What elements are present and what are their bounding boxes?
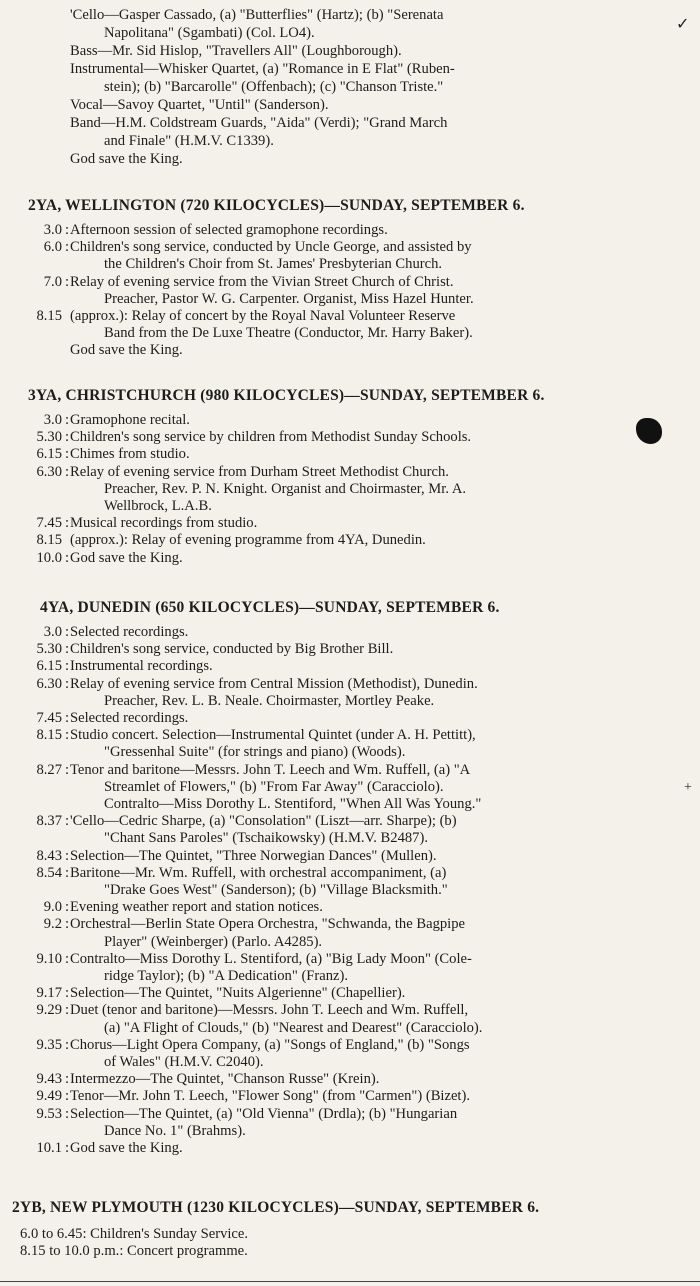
schedule-item: [0, 727, 700, 761]
programme-line: and Finale" (H.M.V. C1339).: [104, 133, 274, 149]
item-time: 8.15: [36, 727, 62, 744]
item-continuation: Preacher, Rev. P. N. Knight. Organist and Choirmaster, Mr. A.: [104, 480, 467, 497]
schedule-item: [0, 222, 700, 239]
item-time: 7.45: [36, 710, 62, 727]
item-separator: :: [64, 641, 70, 658]
schedule-item: [0, 308, 700, 342]
item-text: Concert programme.: [127, 1243, 248, 1260]
item-separator: :: [82, 1226, 87, 1242]
item-separator: :: [119, 1243, 124, 1260]
section-3ya-christchurch: [0, 386, 700, 567]
item-continuation: "Gressenhal Suite" (for strings and piano) (Woods).: [104, 744, 406, 761]
item-continuation: Player" (Weinberger) (Parlo. A4285).: [104, 933, 323, 950]
schedule-item: [0, 1002, 700, 1036]
item-time: 8.15 to 10.0 p.m.: [20, 1243, 120, 1260]
item-time: 9.35: [36, 1036, 62, 1053]
schedule-item: [0, 412, 700, 429]
schedule-item: [0, 813, 700, 847]
item-text: God save the King.: [70, 549, 183, 566]
item-separator: :: [64, 761, 70, 778]
item-text: Intermezzo—The Quintet, "Chanson Russe" (Krein).: [70, 1071, 380, 1088]
item-time: 6.30: [36, 675, 62, 692]
item-separator: :: [64, 412, 70, 428]
station-heading: 2YB, NEW PLYMOUTH (1230 KILOCYCLES)—SUNDAY, SEPTEMBER 6.: [12, 1199, 540, 1216]
item-continuation: Streamlet of Flowers," (b) "From Far Away" (Caracciolo).: [104, 778, 444, 795]
item-time: 8.27: [36, 761, 62, 778]
item-text: 'Cello—Cedric Sharpe, (a) "Consolation" (Liszt—arr. Sharpe); (b): [70, 813, 457, 830]
item-text: Selected recordings.: [70, 710, 189, 727]
item-time: 9.10: [36, 950, 62, 967]
schedule-item: [0, 274, 700, 308]
section-2yb-new-plymouth: [0, 1198, 700, 1260]
item-time: 10.0: [36, 549, 62, 566]
schedule-item: [0, 515, 700, 532]
bottom-rule: [0, 1281, 700, 1282]
item-continuation: Band from the De Luxe Theatre (Conductor, Mr. Harry Baker).: [104, 325, 473, 342]
item-separator: :: [64, 1105, 70, 1122]
item-text: Selection—The Quintet, "Three Norwegian Dances" (Mullen).: [70, 847, 437, 864]
item-text: (approx.): Relay of evening programme from 4YA, Dunedin.: [70, 532, 426, 549]
item-separator: :: [64, 222, 70, 238]
item-text: Instrumental recordings.: [70, 658, 213, 675]
item-continuation: Dance No. 1" (Brahms).: [104, 1122, 246, 1139]
item-separator: :: [64, 239, 70, 256]
item-separator: :: [64, 899, 70, 916]
schedule-item: [0, 1088, 700, 1105]
item-text: Selected recordings.: [70, 624, 189, 640]
closing-line: God save the King.: [70, 151, 183, 167]
schedule-item: [0, 1140, 700, 1157]
schedule-item: [0, 1106, 700, 1140]
programme-line: Napolitana" (Sgambati) (Col. LO4).: [104, 25, 315, 41]
item-continuation: Preacher, Pastor W. G. Carpenter. Organist, Miss Hazel Hunter.: [104, 290, 474, 307]
item-time: 3.0: [43, 412, 62, 428]
item-time: 6.15: [36, 658, 62, 675]
item-separator: :: [64, 429, 70, 446]
station-heading: 4YA, DUNEDIN (650 KILOCYCLES)—SUNDAY, SEPTEMBER 6.: [40, 599, 500, 616]
item-text: Gramophone recital.: [70, 412, 190, 428]
item-time: 9.17: [36, 985, 62, 1002]
schedule-item: [0, 985, 700, 1002]
item-separator: :: [64, 1071, 70, 1088]
item-text: Chimes from studio.: [70, 446, 190, 463]
programme-line: Band—H.M. Coldstream Guards, "Aida" (Verdi); "Grand March: [70, 115, 448, 131]
item-text: Chorus—Light Opera Company, (a) "Songs of England," (b) "Songs: [70, 1036, 470, 1053]
item-separator: :: [64, 1088, 70, 1105]
item-separator: :: [64, 515, 70, 532]
item-separator: :: [64, 864, 70, 881]
item-separator: :: [64, 624, 70, 640]
item-time: 8.43: [36, 847, 62, 864]
item-text: Children's song service by children from Methodist Sunday Schools.: [70, 429, 472, 446]
item-text: Contralto—Miss Dorothy L. Stentiford, (a) "Big Lady Moon" (Cole-: [70, 950, 472, 967]
item-time: 5.30: [36, 641, 62, 658]
item-text: Evening weather report and station notices.: [70, 899, 323, 916]
schedule-item: [0, 848, 700, 865]
item-time: 5.30: [36, 429, 62, 446]
item-separator: :: [64, 847, 70, 864]
item-text: Children's Sunday Service.: [90, 1226, 249, 1242]
item-time: 7.0: [43, 273, 62, 290]
item-continuation: Contralto—Miss Dorothy L. Stentiford, "When All Was Young.": [104, 796, 482, 813]
item-text: Relay of evening service from Durham Street Methodist Church.: [70, 463, 449, 480]
item-time: 9.0: [43, 899, 62, 916]
section-4ya-dunedin: [0, 598, 700, 1157]
section-2ya-wellington: [0, 196, 700, 360]
schedule-item: [0, 429, 700, 446]
schedule-item: [0, 464, 700, 516]
schedule-item: [0, 658, 700, 675]
item-separator: :: [64, 710, 70, 727]
item-continuation: the Children's Choir from St. James' Presbyterian Church.: [104, 256, 443, 273]
programme-line: stein); (b) "Barcarolle" (Offenbach); (c) "Chanson Triste.": [104, 79, 444, 95]
item-text: Children's song service, conducted by Big Brother Bill.: [70, 641, 394, 658]
schedule-item: [0, 1037, 700, 1071]
item-time: 9.29: [36, 1002, 62, 1019]
item-text: Afternoon session of selected gramophone recordings.: [70, 222, 388, 238]
station-heading: 3YA, CHRISTCHURCH (980 KILOCYCLES)—SUNDAY, SEPTEMBER 6.: [28, 387, 545, 404]
ink-blot-mark: [636, 418, 662, 444]
margin-mark: +: [684, 780, 692, 795]
item-time: 8.15: [36, 308, 62, 325]
item-separator: :: [64, 985, 70, 1002]
item-continuation: "Drake Goes West" (Sanderson); (b) "Village Blacksmith.": [104, 882, 448, 899]
item-time: 10.1: [36, 1140, 62, 1157]
schedule-item: [0, 1226, 700, 1243]
schedule-item: [0, 446, 700, 463]
item-separator: :: [64, 1002, 70, 1019]
item-continuation: Preacher, Rev. L. B. Neale. Choirmaster, Mortley Peake.: [104, 692, 435, 709]
item-separator: :: [64, 950, 70, 967]
schedule-item: [0, 865, 700, 899]
programme-line: Vocal—Savoy Quartet, "Until" (Sanderson).: [70, 97, 329, 113]
closing-line: God save the King.: [70, 342, 183, 359]
programme-line: 'Cello—Gasper Cassado, (a) "Butterflies" (Hartz); (b) "Serenata: [70, 7, 444, 23]
schedule-item: [0, 1071, 700, 1088]
item-separator: :: [64, 463, 70, 480]
schedule-item: [0, 624, 700, 641]
item-separator: :: [64, 675, 70, 692]
programme-line: Instrumental—Whisker Quartet, (a) "Romance in E Flat" (Ruben-: [70, 61, 455, 77]
item-separator: :: [64, 658, 70, 675]
item-continuation: of Wales" (H.M.V. C2040).: [104, 1054, 264, 1071]
item-time: 9.43: [36, 1071, 62, 1088]
schedule-item: [0, 239, 700, 273]
station-heading: 2YA, WELLINGTON (720 KILOCYCLES)—SUNDAY, SEPTEMBER 6.: [28, 197, 525, 214]
schedule-item: [0, 916, 700, 950]
item-text: Tenor—Mr. John T. Leech, "Flower Song" (from "Carmen") (Bizet).: [70, 1088, 470, 1105]
item-continuation: Wellbrock, L.A.B.: [104, 498, 212, 515]
item-separator: :: [64, 1140, 70, 1157]
item-continuation: ridge Taylor); (b) "A Dedication" (Franz).: [104, 968, 349, 985]
item-time: 8.54: [36, 864, 62, 881]
item-text: Duet (tenor and baritone)—Messrs. John T. Leech and Wm. Ruffell,: [70, 1002, 469, 1019]
item-text: Selection—The Quintet, (a) "Old Vienna" (Drdla); (b) "Hungarian: [70, 1105, 458, 1122]
schedule-item: [0, 676, 700, 710]
item-separator: :: [64, 727, 70, 744]
schedule-item: [0, 899, 700, 916]
item-text: Relay of evening service from the Vivian Street Church of Christ.: [70, 273, 454, 290]
item-separator: :: [64, 1036, 70, 1053]
item-time: 9.2: [43, 916, 62, 933]
item-text: Baritone—Mr. Wm. Ruffell, with orchestral accompaniment, (a): [70, 864, 447, 881]
previous-programme-continuation: [70, 6, 695, 168]
item-text: Musical recordings from studio.: [70, 515, 258, 532]
item-continuation: "Chant Sans Paroles" (Tschaikowsky) (H.M.V. B2487).: [104, 830, 428, 847]
item-text: Selection—The Quintet, "Nuits Algerienne" (Chapellier).: [70, 985, 406, 1002]
item-text: Studio concert. Selection—Instrumental Quintet (under A. H. Pettitt),: [70, 727, 476, 744]
margin-mark: ✓: [676, 16, 690, 33]
schedule-item: [0, 762, 700, 814]
item-time: 3.0: [43, 624, 62, 640]
item-time: 8.15: [36, 532, 62, 549]
item-time: 6.0 to 6.45: [20, 1226, 83, 1242]
schedule-item: [0, 710, 700, 727]
item-time: 9.53: [36, 1105, 62, 1122]
item-continuation: (a) "A Flight of Clouds," (b) "Nearest and Dearest" (Caracciolo).: [104, 1019, 483, 1036]
programme-line: Bass—Mr. Sid Hislop, "Travellers All" (Loughborough).: [70, 43, 402, 59]
item-text: Children's song service, conducted by Uncle George, and assisted by: [70, 239, 472, 256]
item-separator: :: [64, 916, 70, 933]
item-time: 3.0: [43, 222, 62, 238]
schedule-item: [0, 550, 700, 567]
item-time: 6.30: [36, 463, 62, 480]
schedule-item: [0, 1243, 700, 1260]
item-text: Orchestral—Berlin State Opera Orchestra, "Schwanda, the Bagpipe: [70, 916, 465, 933]
item-time: 9.49: [36, 1088, 62, 1105]
item-time: 7.45: [36, 515, 62, 532]
dunedin-schedule: [0, 624, 700, 1157]
item-time: 6.15: [36, 446, 62, 463]
item-separator: :: [64, 813, 70, 830]
item-text: (approx.): Relay of concert by the Royal Naval Volunteer Reserve: [70, 308, 456, 325]
schedule-item: [0, 641, 700, 658]
item-time: 8.37: [36, 813, 62, 830]
item-time: 6.0: [43, 239, 62, 256]
item-text: Tenor and baritone—Messrs. John T. Leech and Wm. Ruffell, (a) "A: [70, 761, 471, 778]
item-separator: :: [64, 549, 70, 566]
item-separator: :: [64, 273, 70, 290]
schedule-item: [0, 532, 700, 549]
schedule-item: [0, 951, 700, 985]
item-text: God save the King.: [70, 1140, 183, 1157]
item-text: Relay of evening service from Central Mission (Methodist), Dunedin.: [70, 675, 478, 692]
item-separator: :: [64, 446, 70, 463]
